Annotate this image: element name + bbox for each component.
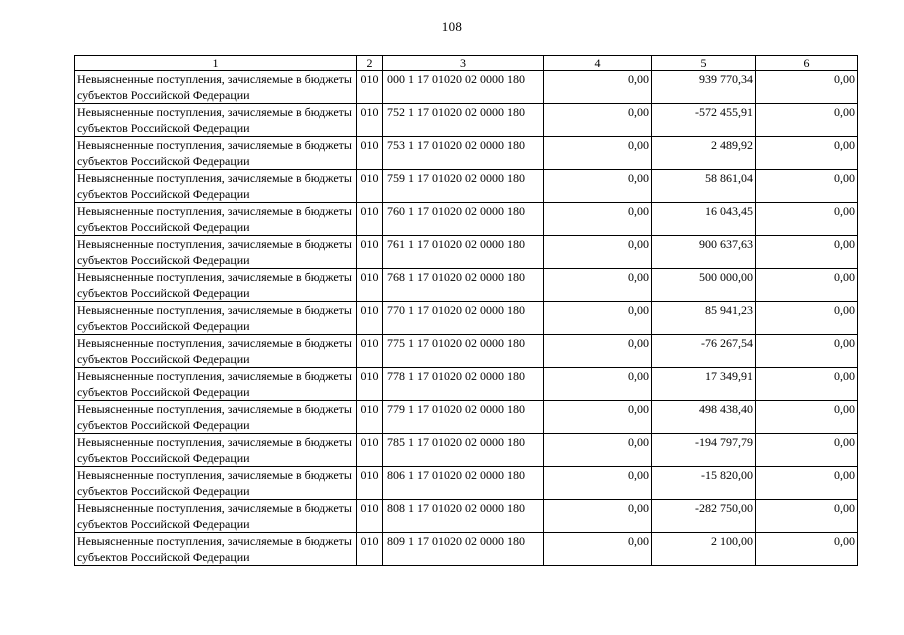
table-row: [75, 500, 858, 533]
amount-col6-cell: 0,00: [756, 269, 858, 302]
revenue-name-cell: Невыясненные поступления, зачисляемые в бюджеты субъектов Российской Федерации: [75, 467, 357, 500]
amount-col5-cell: 17 349,91: [652, 368, 756, 401]
budget-code-cell: 752 1 17 01020 02 0000 180: [383, 104, 544, 137]
amount-col6-cell: 0,00: [756, 533, 858, 566]
budget-code-cell: 760 1 17 01020 02 0000 180: [383, 203, 544, 236]
budget-code-cell: 775 1 17 01020 02 0000 180: [383, 335, 544, 368]
revenue-name-cell: Невыясненные поступления, зачисляемые в бюджеты субъектов Российской Федерации: [75, 500, 357, 533]
budget-code-cell: 761 1 17 01020 02 0000 180: [383, 236, 544, 269]
table-row: [75, 467, 858, 500]
amount-col5-cell: -282 750,00: [652, 500, 756, 533]
amount-col4-cell: 0,00: [544, 467, 652, 500]
amount-col4-cell: 0,00: [544, 500, 652, 533]
revenue-name-cell: Невыясненные поступления, зачисляемые в бюджеты субъектов Российской Федерации: [75, 335, 357, 368]
table-row: [75, 137, 858, 170]
amount-col6-cell: 0,00: [756, 104, 858, 137]
amount-col4-cell: 0,00: [544, 170, 652, 203]
revenue-name-cell: Невыясненные поступления, зачисляемые в бюджеты субъектов Российской Федерации: [75, 203, 357, 236]
amount-col6-cell: 0,00: [756, 335, 858, 368]
amount-col5-cell: 498 438,40: [652, 401, 756, 434]
budget-code-cell: 778 1 17 01020 02 0000 180: [383, 368, 544, 401]
amount-col4-cell: 0,00: [544, 71, 652, 104]
amount-col6-cell: 0,00: [756, 368, 858, 401]
table-row: [75, 434, 858, 467]
amount-col6-cell: 0,00: [756, 137, 858, 170]
budget-code-cell: 806 1 17 01020 02 0000 180: [383, 467, 544, 500]
admin-code-cell: 010: [357, 170, 383, 203]
admin-code-cell: 010: [357, 302, 383, 335]
revenue-name-cell: Невыясненные поступления, зачисляемые в бюджеты субъектов Российской Федерации: [75, 302, 357, 335]
revenue-name-cell: Невыясненные поступления, зачисляемые в бюджеты субъектов Российской Федерации: [75, 71, 357, 104]
column-header-3: 3: [383, 56, 544, 71]
amount-col5-cell: -76 267,54: [652, 335, 756, 368]
budget-code-cell: 785 1 17 01020 02 0000 180: [383, 434, 544, 467]
amount-col4-cell: 0,00: [544, 434, 652, 467]
amount-col4-cell: 0,00: [544, 302, 652, 335]
amount-col6-cell: 0,00: [756, 401, 858, 434]
column-header-5: 5: [652, 56, 756, 71]
amount-col4-cell: 0,00: [544, 137, 652, 170]
table-row: [75, 104, 858, 137]
amount-col5-cell: 85 941,23: [652, 302, 756, 335]
admin-code-cell: 010: [357, 104, 383, 137]
table-row: [75, 302, 858, 335]
admin-code-cell: 010: [357, 137, 383, 170]
amount-col4-cell: 0,00: [544, 269, 652, 302]
budget-code-cell: 770 1 17 01020 02 0000 180: [383, 302, 544, 335]
admin-code-cell: 010: [357, 467, 383, 500]
revenue-name-cell: Невыясненные поступления, зачисляемые в бюджеты субъектов Российской Федерации: [75, 236, 357, 269]
amount-col5-cell: -194 797,79: [652, 434, 756, 467]
amount-col6-cell: 0,00: [756, 236, 858, 269]
amount-col5-cell: -572 455,91: [652, 104, 756, 137]
revenue-name-cell: Невыясненные поступления, зачисляемые в бюджеты субъектов Российской Федерации: [75, 170, 357, 203]
column-header-4: 4: [544, 56, 652, 71]
amount-col5-cell: 2 100,00: [652, 533, 756, 566]
budget-code-cell: 759 1 17 01020 02 0000 180: [383, 170, 544, 203]
amount-col6-cell: 0,00: [756, 170, 858, 203]
admin-code-cell: 010: [357, 71, 383, 104]
page-number: 108: [441, 19, 463, 34]
admin-code-cell: 010: [357, 335, 383, 368]
budget-code-cell: 753 1 17 01020 02 0000 180: [383, 137, 544, 170]
amount-col6-cell: 0,00: [756, 500, 858, 533]
revenue-name-cell: Невыясненные поступления, зачисляемые в бюджеты субъектов Российской Федерации: [75, 533, 357, 566]
table-row: [75, 533, 858, 566]
budget-code-cell: 000 1 17 01020 02 0000 180: [383, 71, 544, 104]
budget-code-cell: 779 1 17 01020 02 0000 180: [383, 401, 544, 434]
amount-col4-cell: 0,00: [544, 368, 652, 401]
revenue-name-cell: Невыясненные поступления, зачисляемые в бюджеты субъектов Российской Федерации: [75, 269, 357, 302]
amount-col6-cell: 0,00: [756, 434, 858, 467]
amount-col5-cell: 2 489,92: [652, 137, 756, 170]
amount-col4-cell: 0,00: [544, 203, 652, 236]
amount-col6-cell: 0,00: [756, 467, 858, 500]
table-row: [75, 368, 858, 401]
table-row: [75, 401, 858, 434]
revenue-name-cell: Невыясненные поступления, зачисляемые в бюджеты субъектов Российской Федерации: [75, 401, 357, 434]
revenue-name-cell: Невыясненные поступления, зачисляемые в бюджеты субъектов Российской Федерации: [75, 368, 357, 401]
revenue-name-cell: Невыясненные поступления, зачисляемые в бюджеты субъектов Российской Федерации: [75, 137, 357, 170]
admin-code-cell: 010: [357, 203, 383, 236]
revenue-name-cell: Невыясненные поступления, зачисляемые в бюджеты субъектов Российской Федерации: [75, 104, 357, 137]
column-header-1: 1: [75, 56, 357, 71]
amount-col4-cell: 0,00: [544, 104, 652, 137]
amount-col6-cell: 0,00: [756, 302, 858, 335]
admin-code-cell: 010: [357, 401, 383, 434]
amount-col5-cell: -15 820,00: [652, 467, 756, 500]
admin-code-cell: 010: [357, 434, 383, 467]
amount-col4-cell: 0,00: [544, 236, 652, 269]
amount-col5-cell: 16 043,45: [652, 203, 756, 236]
amount-col5-cell: 939 770,34: [652, 71, 756, 104]
amount-col4-cell: 0,00: [544, 335, 652, 368]
admin-code-cell: 010: [357, 500, 383, 533]
budget-code-cell: 768 1 17 01020 02 0000 180: [383, 269, 544, 302]
amount-col6-cell: 0,00: [756, 203, 858, 236]
admin-code-cell: 010: [357, 269, 383, 302]
admin-code-cell: 010: [357, 533, 383, 566]
table-row: [75, 170, 858, 203]
amount-col4-cell: 0,00: [544, 401, 652, 434]
table-row: [75, 236, 858, 269]
table-row: [75, 71, 858, 104]
table-row: [75, 203, 858, 236]
table-header-row: [75, 56, 858, 71]
column-header-6: 6: [756, 56, 858, 71]
amount-col5-cell: 500 000,00: [652, 269, 756, 302]
table-body: [75, 56, 858, 566]
table-row: [75, 269, 858, 302]
amount-col6-cell: 0,00: [756, 71, 858, 104]
column-header-2: 2: [357, 56, 383, 71]
table-row: [75, 335, 858, 368]
amount-col4-cell: 0,00: [544, 533, 652, 566]
revenue-table: [74, 55, 858, 566]
amount-col5-cell: 900 637,63: [652, 236, 756, 269]
amount-col5-cell: 58 861,04: [652, 170, 756, 203]
admin-code-cell: 010: [357, 236, 383, 269]
budget-code-cell: 808 1 17 01020 02 0000 180: [383, 500, 544, 533]
budget-code-cell: 809 1 17 01020 02 0000 180: [383, 533, 544, 566]
revenue-name-cell: Невыясненные поступления, зачисляемые в бюджеты субъектов Российской Федерации: [75, 434, 357, 467]
admin-code-cell: 010: [357, 368, 383, 401]
